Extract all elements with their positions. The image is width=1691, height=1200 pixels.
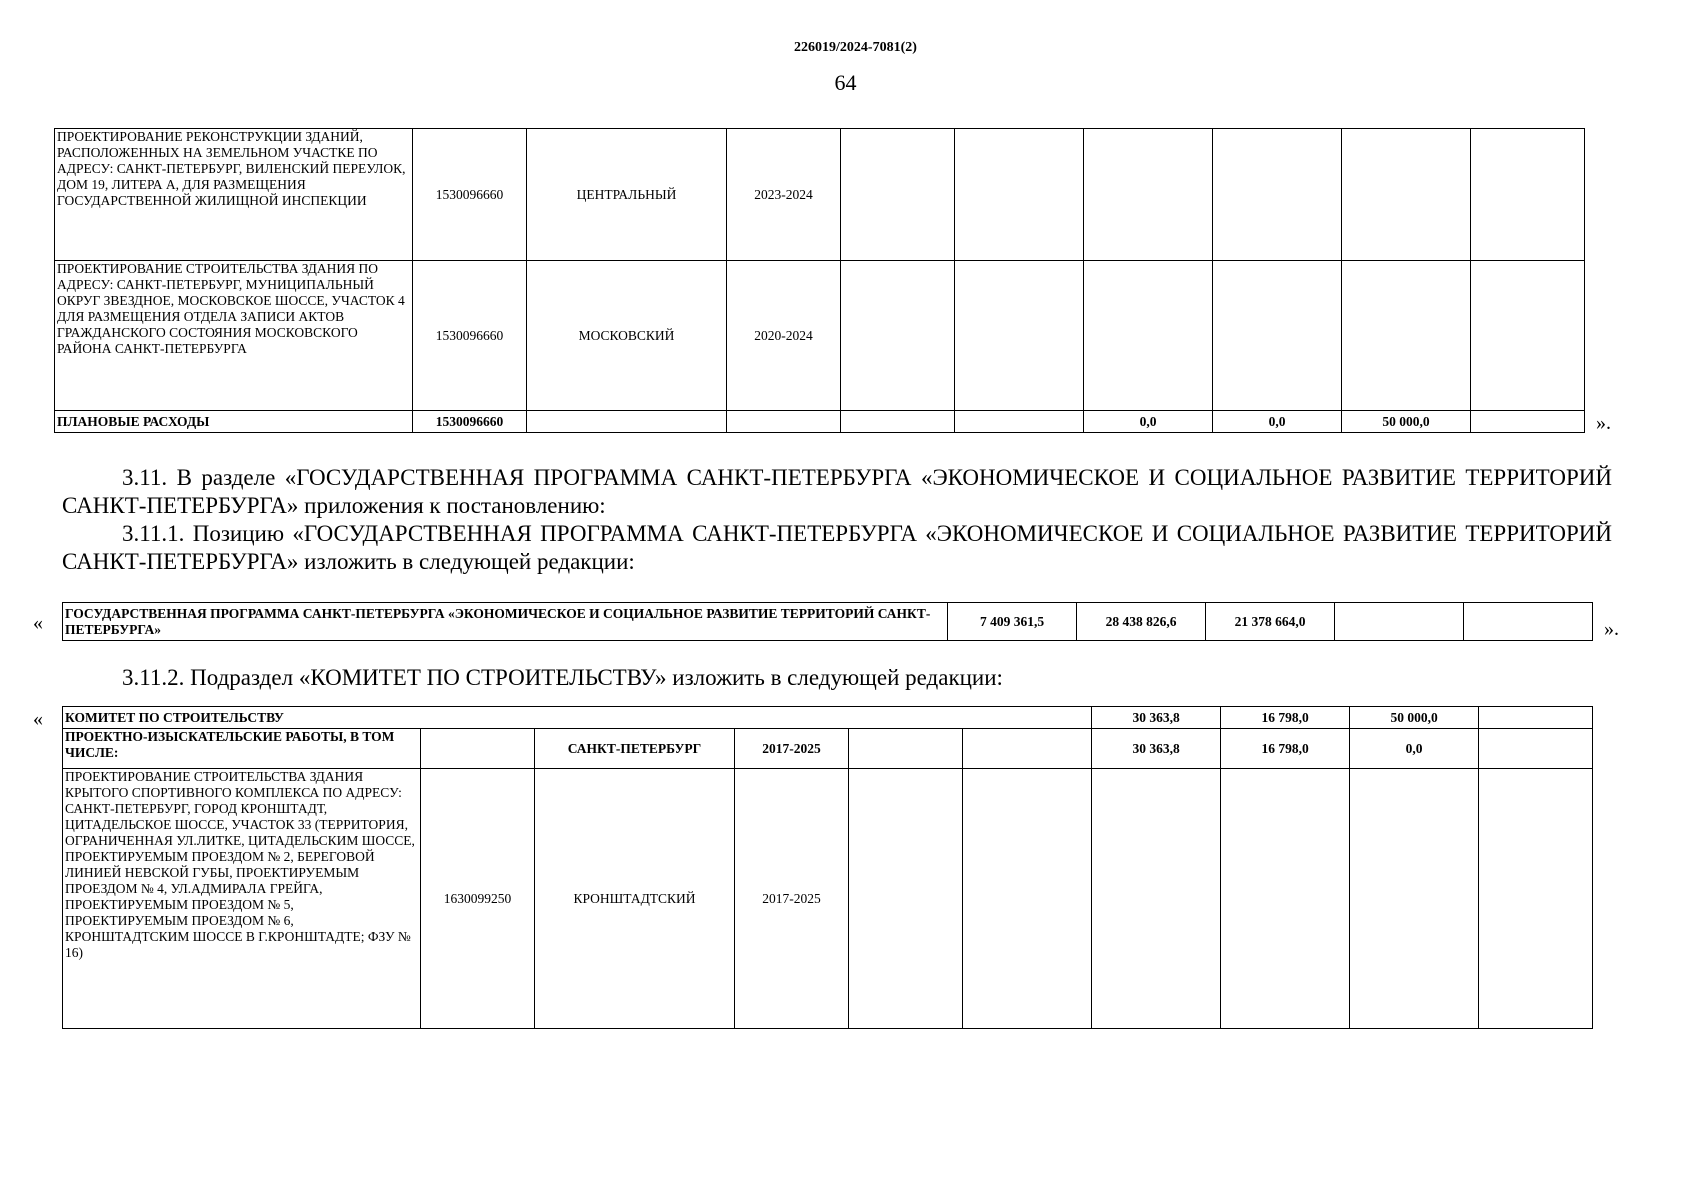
project-row: [63, 769, 1593, 1029]
district: ЦЕНТРАЛЬНЫЙ: [527, 129, 727, 261]
total-value-3: 50 000,0: [1342, 411, 1471, 433]
committee-value-1: 30 363,8: [1092, 707, 1221, 729]
program-value-1: 7 409 361,5: [948, 603, 1077, 641]
paragraph-3-11-text: 3.11. В разделе «ГОСУДАРСТВЕННАЯ ПРОГРАММА САНКТ-ПЕТЕРБУРГА «ЭКОНОМИЧЕСКОЕ И СОЦИАЛЬНОЕ РАЗВИТИЕ ТЕРРИТОРИЙ САНКТ-ПЕТЕРБУРГА» приложения к постановлению:: [62, 465, 1612, 518]
survey-period: 2017-2025: [735, 729, 849, 769]
program-value-3: 21 378 664,0: [1206, 603, 1335, 641]
committee-value-2: 16 798,0: [1221, 707, 1350, 729]
table-row: [63, 603, 1593, 641]
total-code: 1530096660: [413, 411, 527, 433]
table-row: [55, 261, 1585, 411]
project-period: 2017-2025: [735, 769, 849, 1029]
paragraph-3-11-2-text: 3.11.2. Подраздел «КОМИТЕТ ПО СТРОИТЕЛЬСТВУ» изложить в следующей редакции:: [122, 665, 1003, 690]
paragraph-3-11-2: [62, 664, 1612, 692]
survey-row: [63, 729, 1593, 769]
closing-quote-2: ».: [1604, 618, 1619, 640]
total-label: ПЛАНОВЫЕ РАСХОДЫ: [55, 411, 413, 433]
target-code: 1530096660: [413, 261, 527, 411]
committee-value-3: 50 000,0: [1350, 707, 1479, 729]
survey-value-2: 16 798,0: [1221, 729, 1350, 769]
committee-name: КОМИТЕТ ПО СТРОИТЕЛЬСТВУ: [63, 707, 1092, 729]
total-row: [55, 411, 1585, 433]
document-number: 226019/2024-7081(2): [794, 40, 917, 55]
committee-row: [63, 707, 1593, 729]
object-name: ПРОЕКТИРОВАНИЕ СТРОИТЕЛЬСТВА ЗДАНИЯ ПО АДРЕСУ: САНКТ-ПЕТЕРБУРГ, МУНИЦИПАЛЬНЫЙ ОКРУГ ЗВЕЗДНОЕ, МОСКОВСКОЕ ШОССЕ, УЧАСТОК 4 ДЛЯ РАЗМЕЩЕНИЯ ОТДЕЛА ЗАПИСИ АКТОВ ГРАЖДАНСКОГО СОСТОЯНИЯ МОСКОВСКОГО РАЙОНА САНКТ-ПЕТЕРБУРГА: [55, 261, 413, 411]
table-planned-expenses: [54, 128, 1585, 433]
project-code: 1630099250: [421, 769, 535, 1029]
table-state-program: [62, 602, 1593, 641]
survey-value-3: 0,0: [1350, 729, 1479, 769]
survey-name: ПРОЕКТНО-ИЗЫСКАТЕЛЬСКИЕ РАБОТЫ, В ТОМ ЧИСЛЕ:: [63, 729, 421, 769]
program-name: ГОСУДАРСТВЕННАЯ ПРОГРАММА САНКТ-ПЕТЕРБУРГА «ЭКОНОМИЧЕСКОЕ И СОЦИАЛЬНОЕ РАЗВИТИЕ ТЕРРИТОРИЙ САНКТ-ПЕТЕРБУРГА»: [63, 603, 948, 641]
target-code: 1530096660: [413, 129, 527, 261]
total-value-2: 0,0: [1213, 411, 1342, 433]
paragraph-3-11: [62, 464, 1612, 520]
paragraph-3-11-1: [62, 520, 1612, 576]
district: МОСКОВСКИЙ: [527, 261, 727, 411]
period: 2023-2024: [727, 129, 841, 261]
page-number: 64: [834, 70, 857, 95]
total-value-1: 0,0: [1084, 411, 1213, 433]
project-district: КРОНШТАДТСКИЙ: [535, 769, 735, 1029]
object-name: ПРОЕКТИРОВАНИЕ РЕКОНСТРУКЦИИ ЗДАНИЙ, РАСПОЛОЖЕННЫХ НА ЗЕМЕЛЬНОМ УЧАСТКЕ ПО АДРЕСУ: САНКТ-ПЕТЕРБУРГ, ВИЛЕНСКИЙ ПЕРЕУЛОК, ДОМ 19, ЛИТЕРА А, ДЛЯ РАЗМЕЩЕНИЯ ГОСУДАРСТВЕННОЙ ЖИЛИЩНОЙ ИНСПЕКЦИИ: [55, 129, 413, 261]
closing-quote: ».: [1596, 412, 1611, 434]
table-row: [55, 129, 1585, 261]
paragraph-3-11-1-text: 3.11.1. Позицию «ГОСУДАРСТВЕННАЯ ПРОГРАММА САНКТ-ПЕТЕРБУРГА «ЭКОНОМИЧЕСКОЕ И СОЦИАЛЬНОЕ РАЗВИТИЕ ТЕРРИТОРИЙ САНКТ-ПЕТЕРБУРГА» изложить в следующей редакции:: [62, 521, 1612, 574]
survey-district: САНКТ-ПЕТЕРБУРГ: [535, 729, 735, 769]
table-construction-committee: [62, 706, 1593, 1029]
program-value-2: 28 438 826,6: [1077, 603, 1206, 641]
opening-quote-3: «: [33, 708, 43, 730]
survey-value-1: 30 363,8: [1092, 729, 1221, 769]
project-name: ПРОЕКТИРОВАНИЕ СТРОИТЕЛЬСТВА ЗДАНИЯ КРЫТОГО СПОРТИВНОГО КОМПЛЕКСА ПО АДРЕСУ: САНКТ-ПЕТЕРБУРГ, ГОРОД КРОНШТАДТ, ЦИТАДЕЛЬСКОЕ ШОССЕ, УЧАСТОК 33 (ТЕРРИТОРИЯ, ОГРАНИЧЕННАЯ УЛ.ЛИТКЕ, ЦИТАДЕЛЬСКИМ ШОССЕ, ПРОЕКТИРУЕМЫМ ПРОЕЗДОМ № 2, БЕРЕГОВОЙ ЛИНИЕЙ НЕВСКОЙ ГУБЫ, ПРОЕКТИРУЕМЫМ ПРОЕЗДОМ № 4, УЛ.АДМИРАЛА ГРЕЙГА, ПРОЕКТИРУЕМЫМ ПРОЕЗДОМ № 5, ПРОЕКТИРУЕМЫМ ПРОЕЗДОМ № 6, КРОНШТАДТСКИМ ШОССЕ В Г.КРОНШТАДТЕ; ФЗУ № 16): [63, 769, 421, 1029]
period: 2020-2024: [727, 261, 841, 411]
opening-quote: «: [33, 612, 43, 634]
